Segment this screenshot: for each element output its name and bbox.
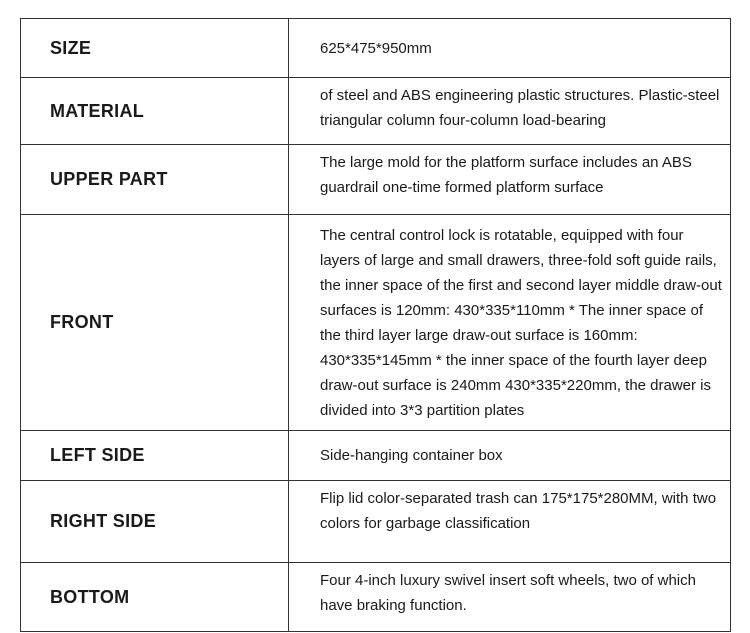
table-row-left-side [21,431,731,481]
row-value-size: 625*475*950mm [289,19,731,78]
row-label-right-side: RIGHT SIDE [21,481,289,563]
row-value-upper-part: The large mold for the platform surface includes an ABS guardrail one-time formed platform surface [289,145,731,215]
table-row-right-side [21,481,731,563]
row-label-material: MATERIAL [21,78,289,145]
row-value-right-side: Flip lid color-separated trash can 175*175*280MM, with two colors for garbage classification [289,481,731,563]
table-row-size [21,19,731,78]
table-row-material [21,78,731,145]
spec-table [20,18,731,632]
table-row-upper-part [21,145,731,215]
row-label-size: SIZE [21,19,289,78]
row-label-bottom: BOTTOM [21,563,289,632]
row-value-material: of steel and ABS engineering plastic structures. Plastic-steel triangular column four-column load-bearing [289,78,731,145]
table-row-bottom [21,563,731,632]
row-value-front: The central control lock is rotatable, equipped with four layers of large and small drawers, three-fold soft guide rails, the inner space of the first and second layer middle draw-out surfaces is 120mm: 430*335*110mm * The inner space of the third layer large draw-out surface is 160mm: 430*335*145mm * the inner space of the fourth layer deep draw-out surface is 240mm 430*335*220mm, the drawer is divided into 3*3 partition plates [289,215,731,431]
row-label-upper-part: UPPER PART [21,145,289,215]
row-label-front: FRONT [21,215,289,431]
row-label-left-side: LEFT SIDE [21,431,289,481]
row-value-bottom: Four 4-inch luxury swivel insert soft wheels, two of which have braking function. [289,563,731,632]
table-row-front [21,215,731,431]
row-value-left-side: Side-hanging container box [289,431,731,481]
